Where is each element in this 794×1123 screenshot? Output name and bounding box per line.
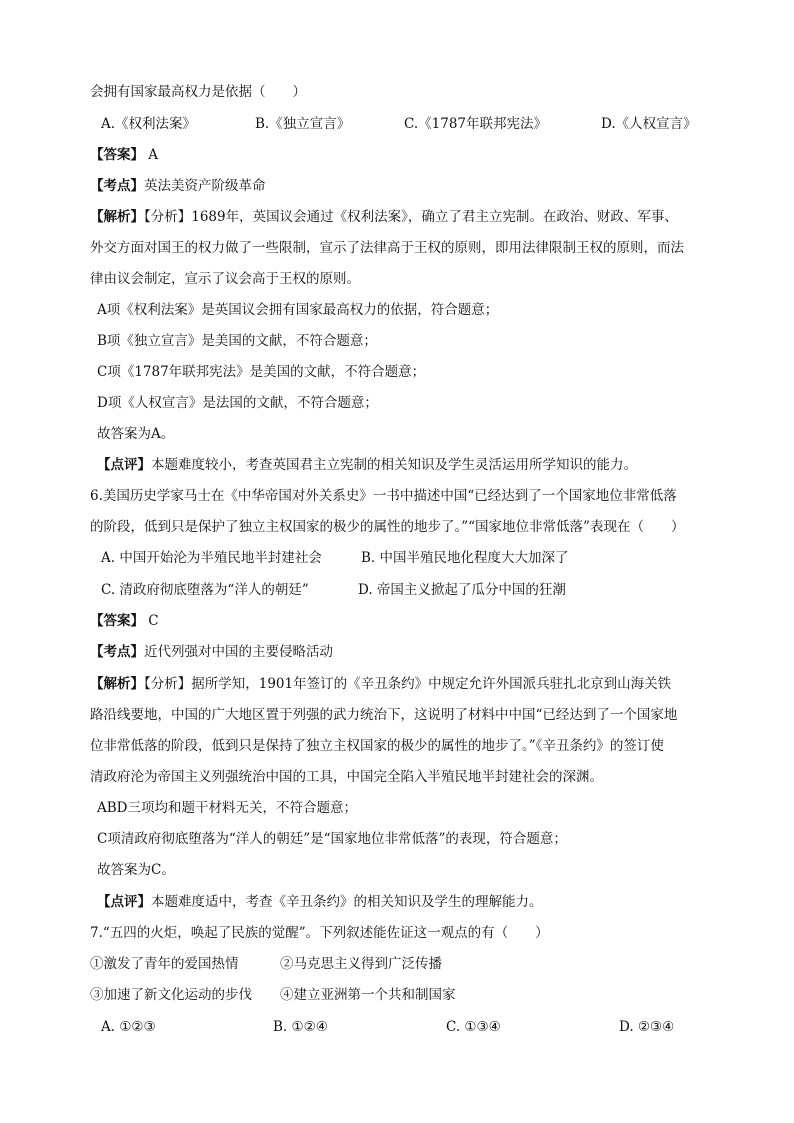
q7-statement-1: ①激发了青年的爱国热情 bbox=[90, 956, 239, 972]
analysis-tag: 【解析】 bbox=[90, 676, 144, 692]
q6-answer-line bbox=[90, 611, 159, 631]
point-tag: 【考点】 bbox=[90, 178, 144, 194]
answer-tag: 【答案】 bbox=[90, 147, 144, 163]
q7-option-a[interactable]: A. ①②③ bbox=[101, 1019, 156, 1035]
comment-tag: 【点评】 bbox=[97, 894, 151, 910]
q5-conclusion: 故答案为A。 bbox=[97, 426, 175, 442]
q6-option-c[interactable]: C. 清政府彻底堕落为“洋人的朝廷” bbox=[101, 582, 309, 598]
q6-analysis-line-4: 清政府沦为帝国主义列强统治中国的工具，中国完全陷入半殖民地半封建社会的深渊。 bbox=[90, 769, 603, 785]
q7-option-c[interactable]: C. ①③④ bbox=[446, 1019, 501, 1035]
q7-stem: 7.“五四的火炬，唤起了民族的觉醒”。下列叙述能佐证这一观点的有（ ） bbox=[90, 925, 549, 941]
answer-tag: 【答案】 bbox=[90, 613, 144, 629]
q5-analysis-text: 1689年，英国议会通过《权利法案》，确立了君主立宪制。在政治、财政、军事、 bbox=[191, 209, 678, 225]
q6-stem-line-1: 6.美国历史学家马士在《中华帝国对外关系史》一书中描述中国“已经达到了一个国家地位非常低落 bbox=[90, 488, 677, 504]
q7-statement-2: ②马克思主义得到广泛传播 bbox=[280, 956, 442, 972]
q6-comment: 本题难度适中，考查《辛丑条约》的相关知识及学生的理解能力。 bbox=[151, 894, 543, 910]
q5-answer-line bbox=[90, 145, 158, 165]
q5-item-d: D项《人权宣言》是法国的文献，不符合题意； bbox=[97, 395, 378, 411]
q5-option-d[interactable]: D.《人权宣言》 bbox=[601, 116, 697, 132]
q6-point: 近代列强对中国的主要侵略活动 bbox=[144, 644, 333, 660]
q7-option-d[interactable]: D. ②③④ bbox=[619, 1019, 675, 1035]
q6-answer: C bbox=[144, 613, 159, 629]
q6-option-d[interactable]: D. 帝国主义掀起了瓜分中国的狂潮 bbox=[358, 582, 566, 598]
q5-option-b[interactable]: B.《独立宣言》 bbox=[255, 116, 351, 132]
q6-stem-line-2: 的阶段，低到只是保护了独立主权国家的极少的属性的地步了。”“国家地位非常低落”表现在（ ） bbox=[90, 519, 685, 535]
q5-item-a: A项《权利法案》是英国议会拥有国家最高权力的依据，符合题意； bbox=[97, 302, 499, 318]
analysis-tag: 【解析】 bbox=[90, 209, 144, 225]
q5-option-a[interactable]: A.《权利法案》 bbox=[101, 116, 197, 132]
point-tag: 【考点】 bbox=[90, 644, 144, 660]
q5-answer: A bbox=[144, 147, 159, 163]
comment-tag: 【点评】 bbox=[97, 457, 151, 473]
q5-comment: 本题难度较小，考查英国君主立宪制的相关知识及学生灵活运用所学知识的能力。 bbox=[151, 457, 637, 473]
q6-comment-line bbox=[97, 892, 543, 912]
q6-analysis-line-1 bbox=[90, 674, 671, 694]
q5-analysis-line-1 bbox=[90, 207, 678, 227]
q5-option-c[interactable]: C.《1787年联邦宪法》 bbox=[404, 116, 547, 132]
q5-analysis-line-2: 外交方面对国王的权力做了一些限制，宣示了法律高于王权的原则，即用法律限制王权的原则，而法 bbox=[90, 240, 684, 256]
q5-point-line bbox=[90, 176, 266, 196]
analysis-sub-tag: 【分析】 bbox=[144, 676, 192, 692]
q6-point-line bbox=[90, 642, 333, 662]
q7-statement-3: ③加速了新文化运动的步伐 bbox=[90, 987, 252, 1003]
q7-option-b[interactable]: B. ①②④ bbox=[273, 1019, 328, 1035]
q6-item-abd: ABD三项均和题干材料无关，不符合题意； bbox=[97, 800, 357, 816]
q6-item-c: C项清政府彻底堕落为“洋人的朝廷”是“国家地位非常低落”的表现，符合题意； bbox=[97, 831, 567, 847]
q6-conclusion: 故答案为C。 bbox=[97, 862, 175, 878]
q7-statement-4: ④建立亚洲第一个共和制国家 bbox=[280, 987, 456, 1003]
q6-option-b[interactable]: B. 中国半殖民地化程度大大加深了 bbox=[361, 550, 569, 566]
q6-analysis-text: 据所学知，1901年签订的《辛丑条约》中规定允许外国派兵驻扎北京到山海关铁 bbox=[191, 676, 672, 692]
q5-stem: 会拥有国家最高权力是依据（ ） bbox=[90, 84, 306, 100]
q6-analysis-line-2: 路沿线要地，中国的广大地区置于列强的武力统治下，这说明了材料中中国“已经达到了一个国家地 bbox=[90, 707, 678, 723]
q5-point: 英法美资产阶级革命 bbox=[144, 178, 266, 194]
analysis-sub-tag: 【分析】 bbox=[144, 209, 192, 225]
q5-comment-line bbox=[97, 455, 637, 475]
q5-item-b: B项《独立宣言》是美国的文献，不符合题意； bbox=[97, 333, 377, 349]
q5-analysis-line-3: 律由议会制定，宣示了议会高于王权的原则。 bbox=[90, 271, 360, 287]
q5-item-c: C项《1787年联邦宪法》是美国的文献，不符合题意； bbox=[97, 364, 426, 380]
q6-option-a[interactable]: A. 中国开始沦为半殖民地半封建社会 bbox=[101, 550, 322, 566]
q6-analysis-line-3: 位非常低落的阶段，低到只是保持了独立主权国家的极少的属性的地步了。”《辛丑条约》的签订使 bbox=[90, 738, 664, 754]
